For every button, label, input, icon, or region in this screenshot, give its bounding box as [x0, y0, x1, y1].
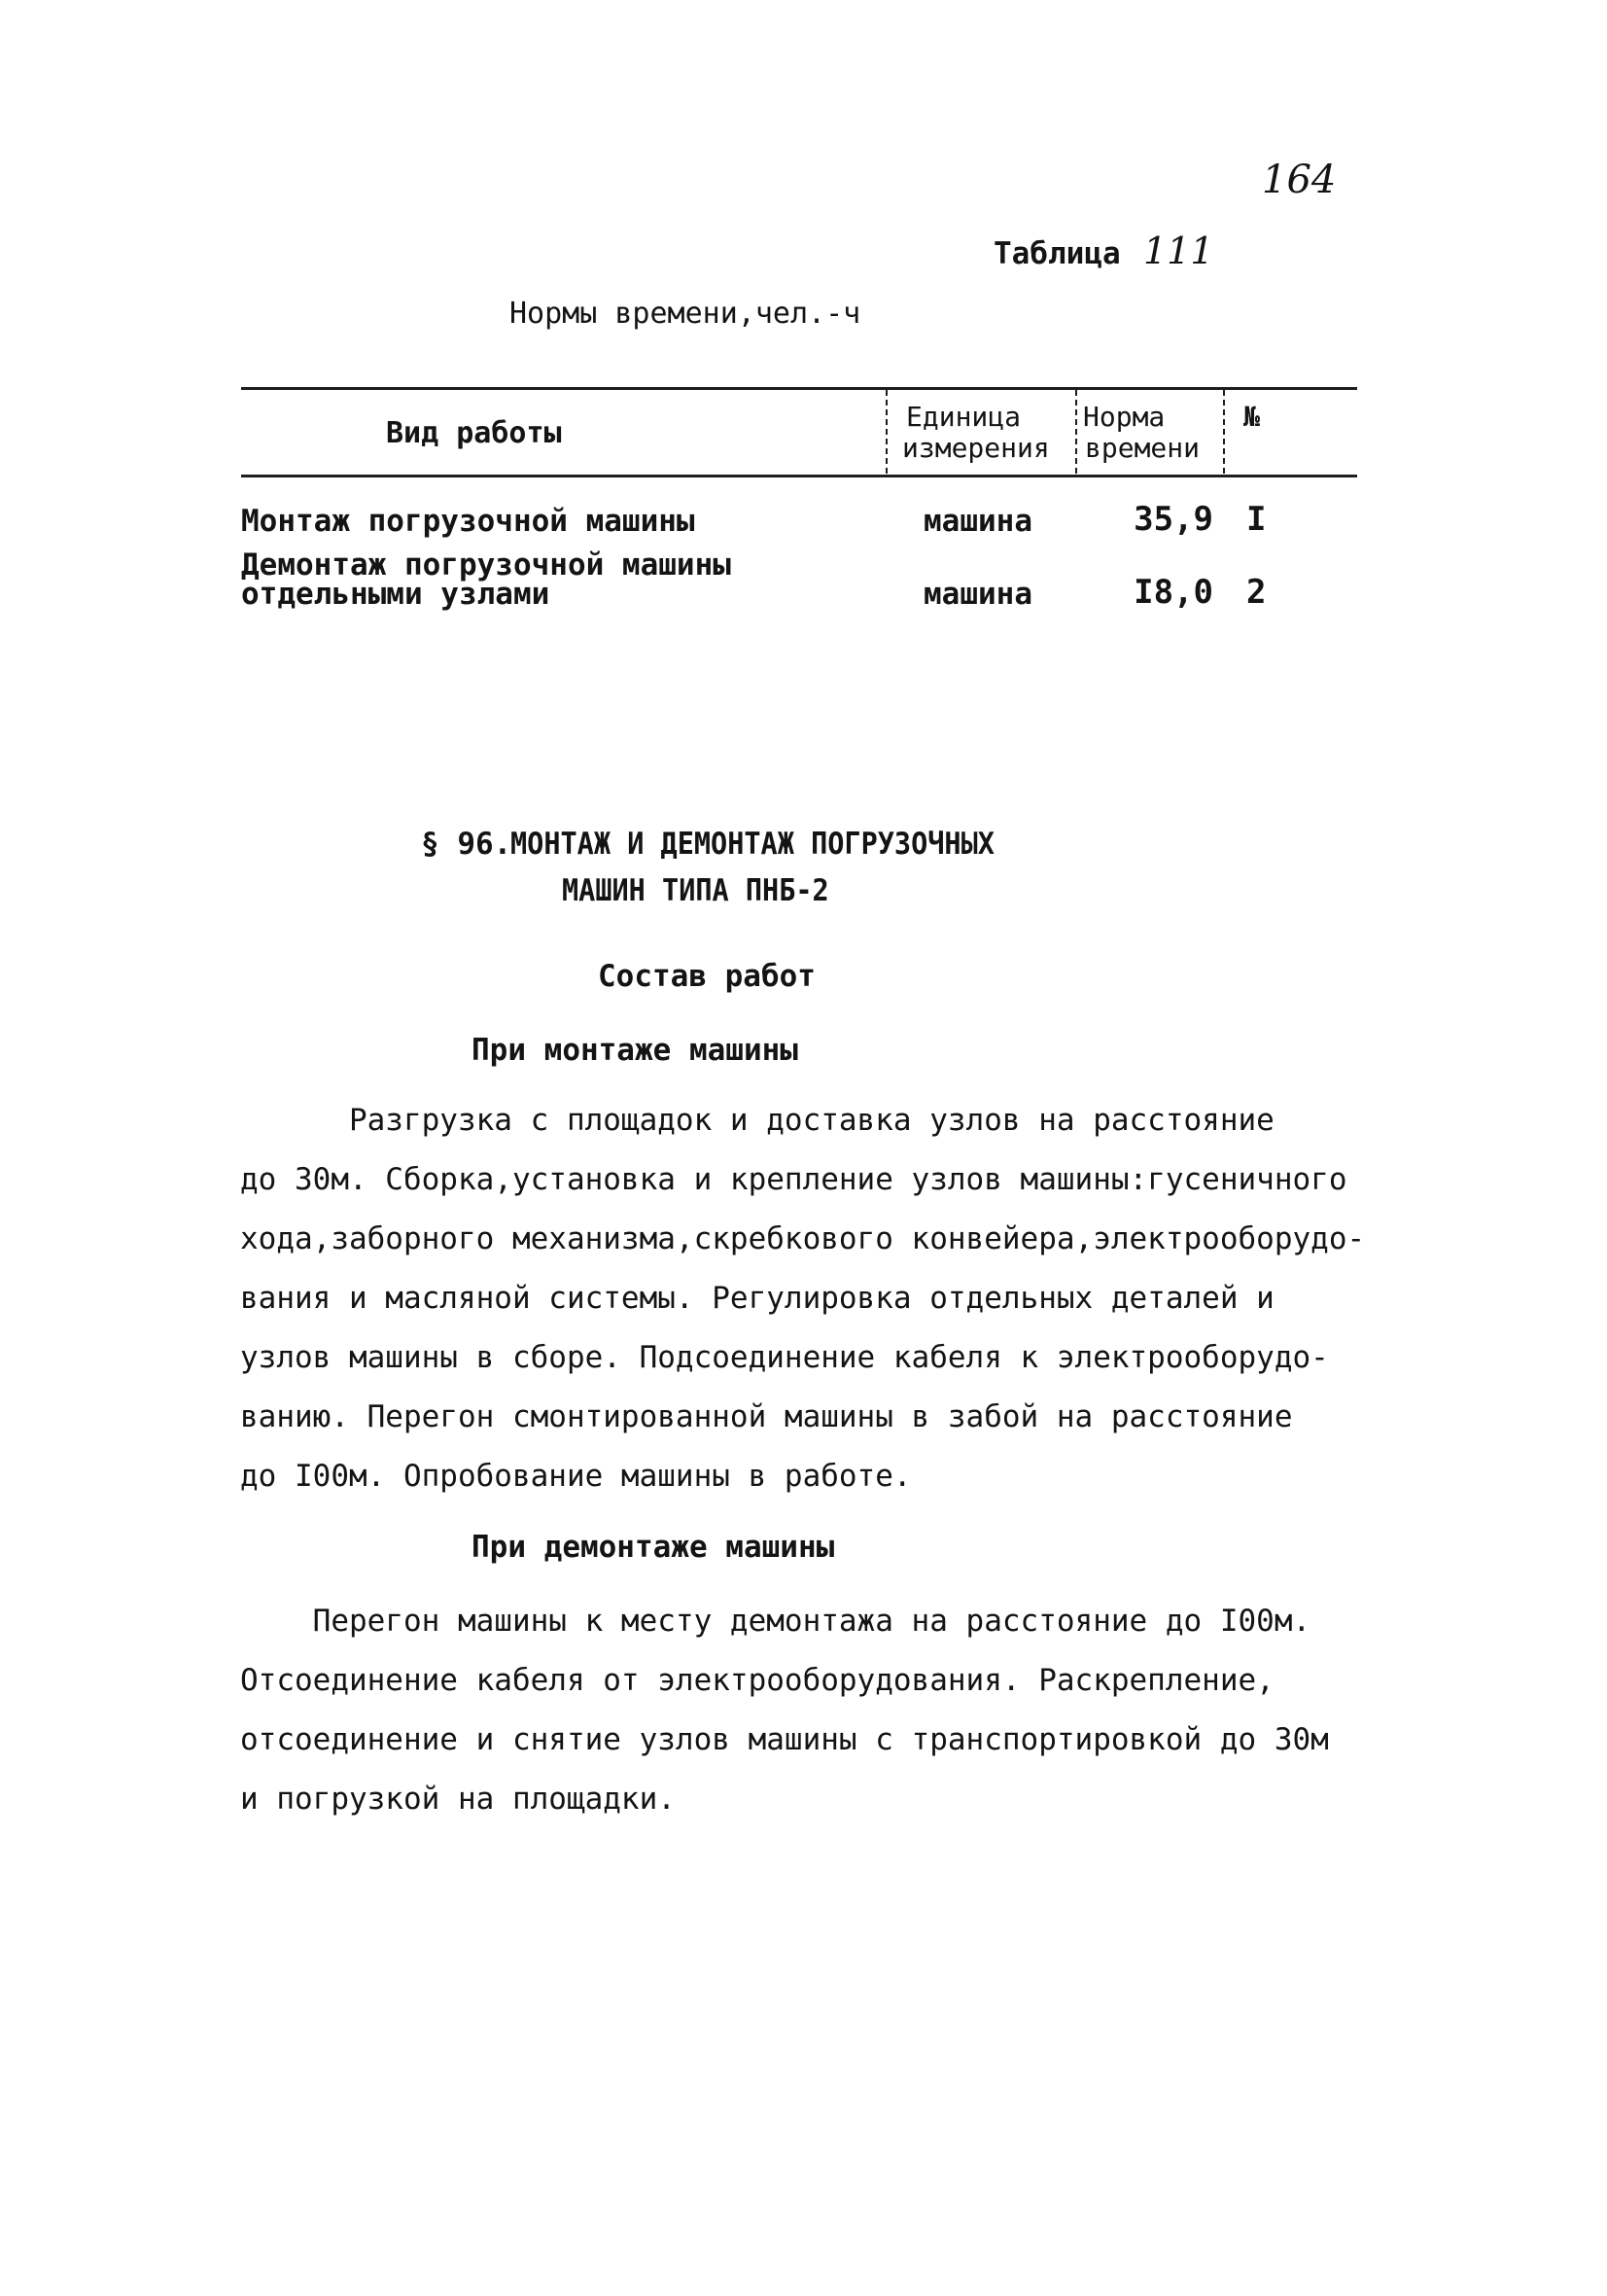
composition-heading: Состав работ [598, 959, 816, 994]
dismounting-line: отсоединение и снятие узлов машины с транспортировкой до 30м [240, 1722, 1329, 1757]
dismounting-heading: При демонтаже машины [472, 1530, 835, 1565]
mounting-line: до I00м. Опробование машины в работе. [240, 1459, 912, 1494]
dismounting-paragraph [240, 1592, 1368, 1829]
row-2-work-line2: отдельными узлами [241, 577, 550, 612]
section-title-line1: МОНТАЖ И ДЕМОНТАЖ ПОГРУЗОЧНЫХ [510, 827, 995, 862]
dismounting-line: Отсоединение кабеля от электрооборудования. Раскрепление, [240, 1663, 1275, 1698]
header-work: Вид работы [386, 416, 562, 450]
mounting-line: Разгрузка с площадок и доставка узлов на расстояние [240, 1103, 1275, 1138]
table-header-rule [241, 475, 1357, 477]
row-1-unit: машина [924, 504, 1032, 539]
mounting-line: до 30м. Сборка,установка и крепление узлов машины:гусеничного [240, 1162, 1347, 1197]
table-caption-label: Таблица [994, 236, 1121, 271]
table-top-rule [241, 387, 1357, 390]
row-1-norm: 35,9 [1134, 500, 1213, 539]
section-number: § 96. [421, 827, 512, 862]
table-divider-3 [1223, 390, 1225, 474]
row-2-unit: машина [924, 577, 1032, 612]
row-2-work-line1: Демонтаж погрузочной машины [241, 548, 731, 583]
header-norm-line1: Норма [1083, 401, 1166, 433]
mounting-line: вания и масляной системы. Регулировка отдельных деталей и [240, 1281, 1275, 1316]
mounting-heading: При монтаже машины [472, 1033, 798, 1068]
table-divider-2 [1075, 390, 1077, 474]
mounting-paragraph [240, 1091, 1368, 1506]
section-title-line2: МАШИН ТИПА ПНБ-2 [562, 873, 829, 908]
norms-title: Нормы времени,чел.-ч [509, 297, 861, 331]
table-caption-number: 111 [1143, 230, 1214, 272]
header-unit-line1: Единица [906, 401, 1022, 433]
mounting-line: ванию. Перегон смонтированной машины в забой на расстояние [240, 1399, 1293, 1434]
header-unit-line2: измерения [902, 432, 1050, 464]
dismounting-line: и погрузкой на площадки. [240, 1782, 676, 1817]
row-2-no: 2 [1246, 573, 1267, 612]
dismounting-line: Перегон машины к месту демонтажа на расстояние до I00м. [240, 1604, 1311, 1639]
row-1-no: I [1246, 500, 1267, 539]
row-1-work: Монтаж погрузочной машины [241, 504, 695, 539]
mounting-line: узлов машины в сборе. Подсоединение кабеля к электрооборудо- [240, 1340, 1329, 1375]
header-norm-line2: времени [1085, 432, 1201, 464]
row-2-norm: I8,0 [1134, 573, 1213, 612]
table-divider-1 [886, 390, 888, 474]
header-no: № [1243, 401, 1260, 433]
page-number: 164 [1262, 158, 1337, 202]
mounting-line: хода,заборного механизма,скребкового конвейера,электрооборудо- [240, 1221, 1366, 1256]
